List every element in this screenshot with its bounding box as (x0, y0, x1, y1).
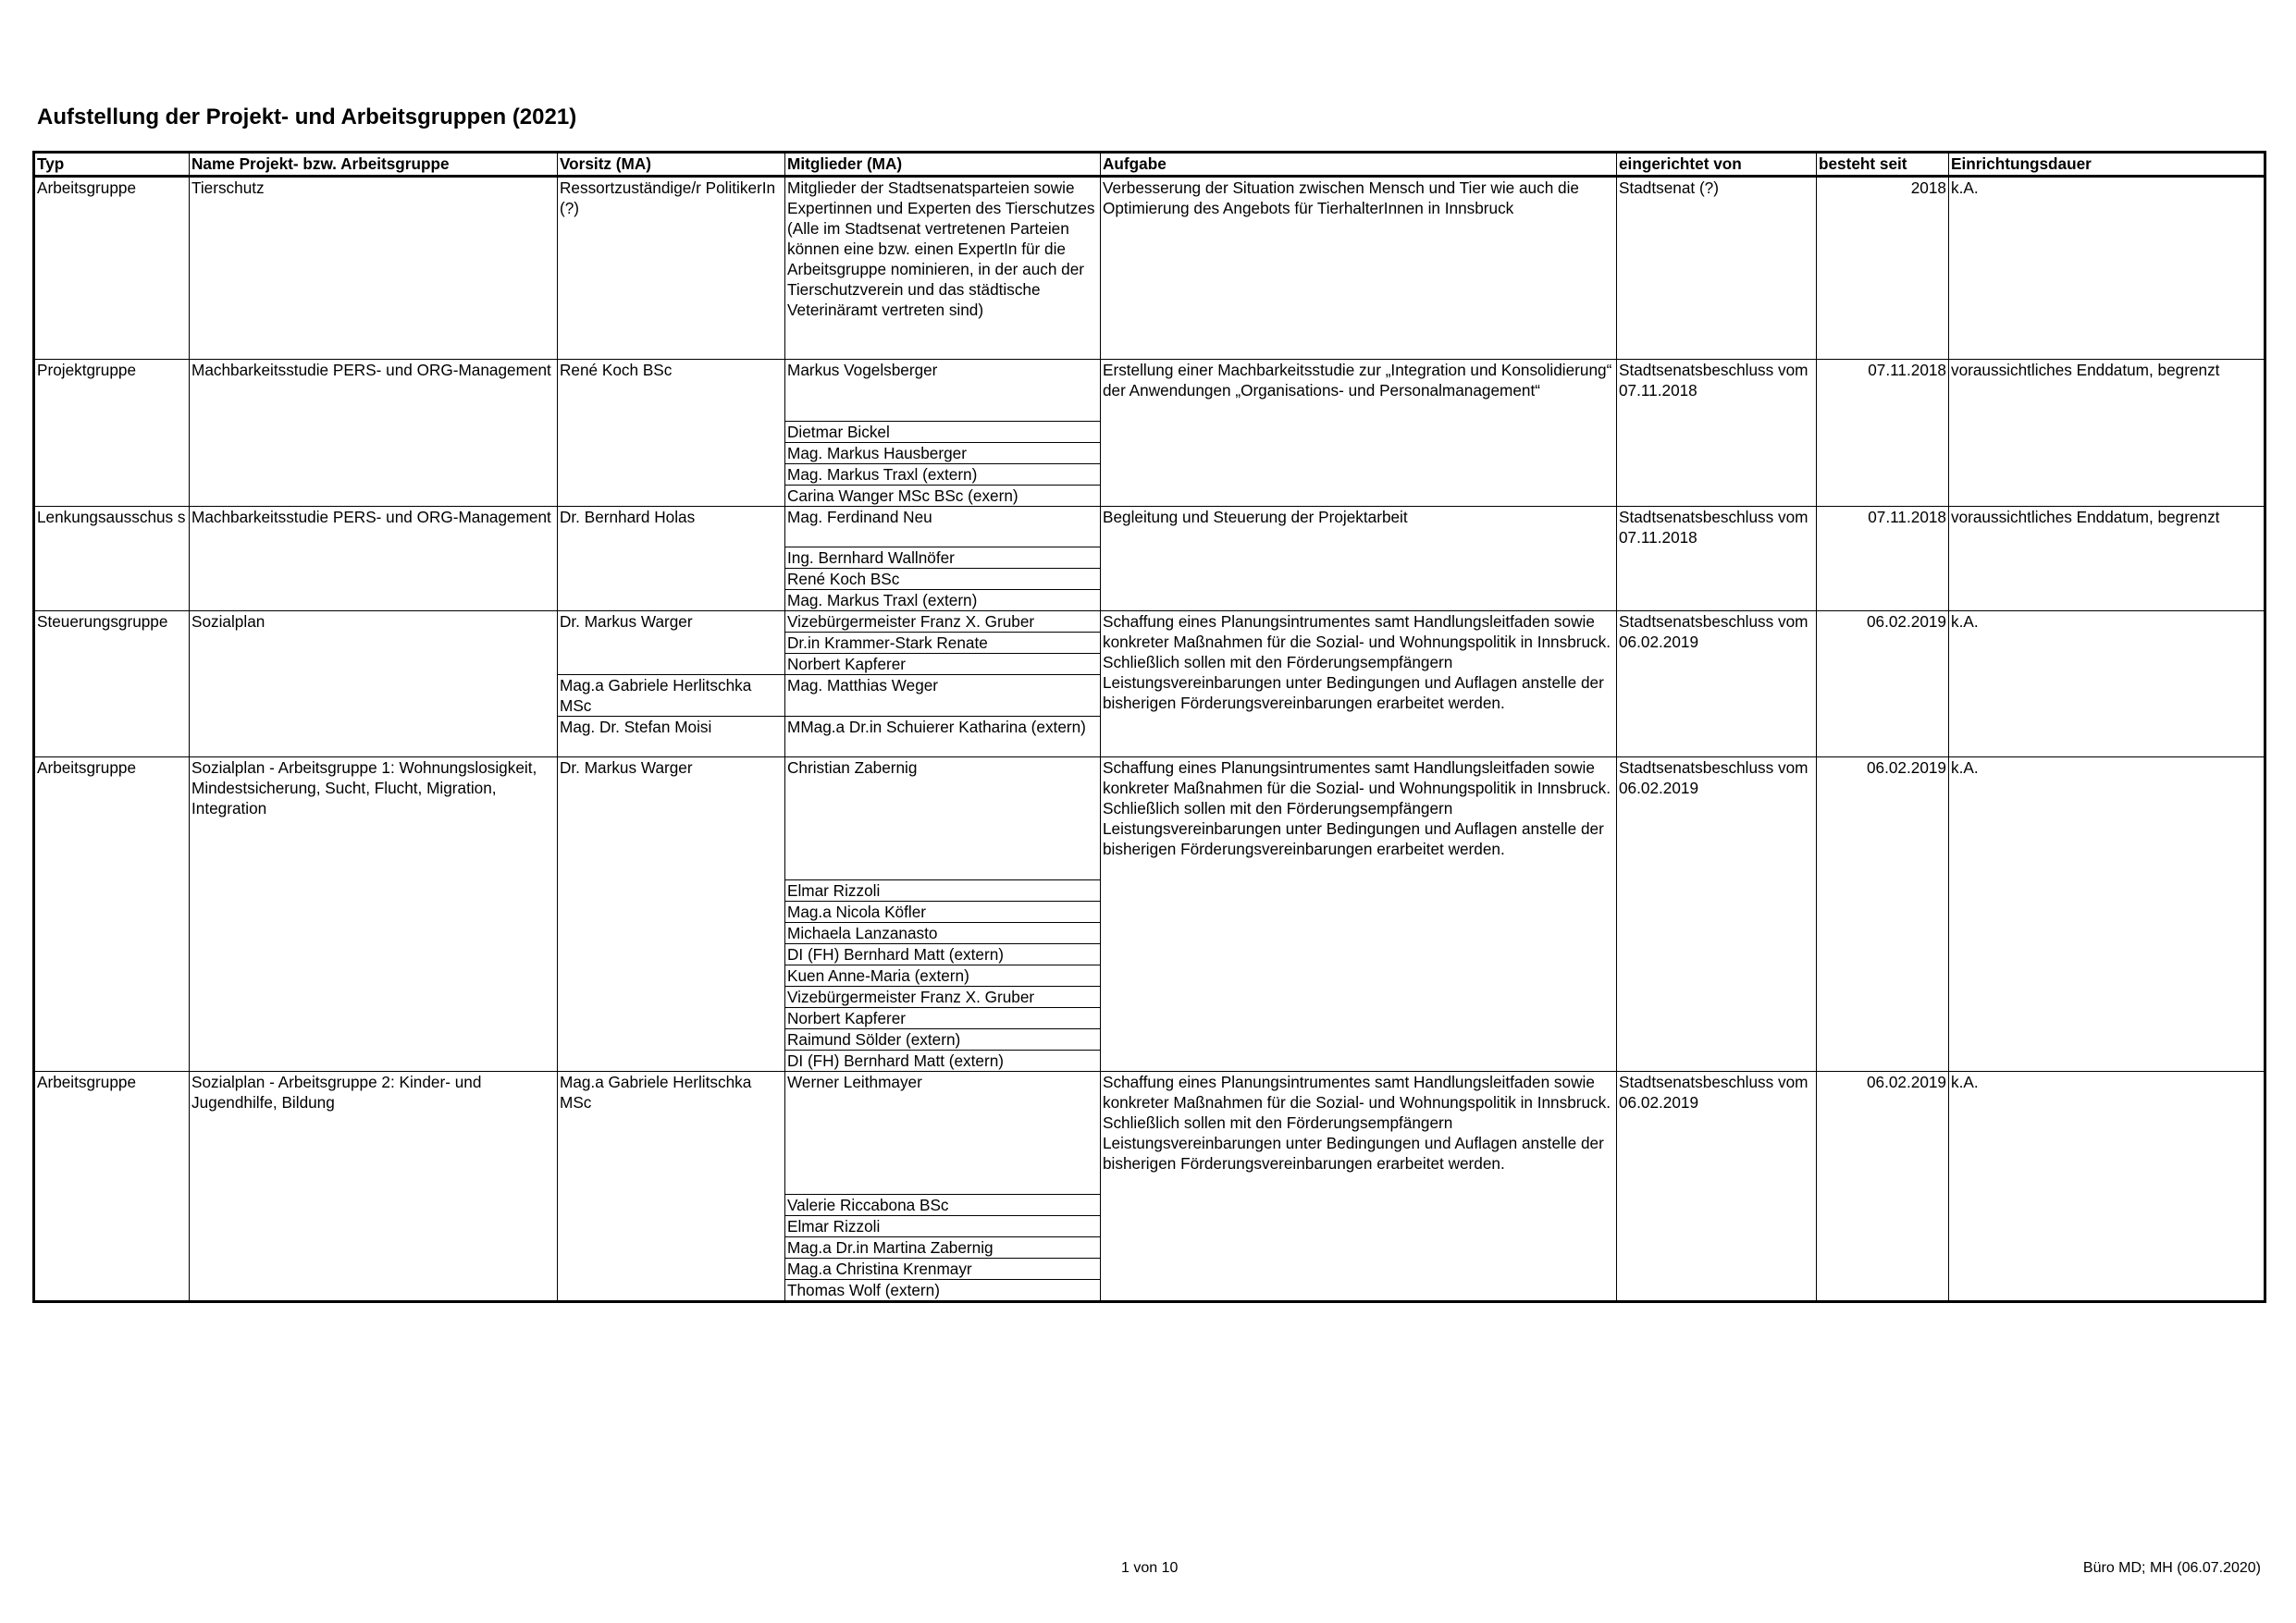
typ-cell: Projektgruppe (34, 360, 190, 507)
aufgabe-cell: Schaffung eines Planungsintrumentes samt Handlungsleitfaden sowie konkreter Maßnahmen für die Sozial- und Wohnungspolitik in Innsbruck. Schließlich sollen mit den Förderungsempfängern Leistungsvereinbarungen unter Bedingungen und Auflagen anstelle der bisherigen Förderungsvereinbarungen erarbeitet werden. (1101, 1072, 1617, 1302)
member-cell: Elmar Rizzoli (785, 1216, 1101, 1237)
member-cell: Vizebürgermeister Franz X. Gruber (785, 987, 1101, 1008)
eingerichtet-cell: Stadtsenatsbeschluss vom 06.02.2019 (1617, 1072, 1817, 1302)
seit-cell: 2018 (1817, 177, 1949, 360)
group-steuerungsgruppe (34, 611, 2265, 757)
eingerichtet-cell: Stadtsenatsbeschluss vom 06.02.2019 (1617, 611, 1817, 757)
typ-cell: Arbeitsgruppe (34, 1072, 190, 1302)
member-cell: Kuen Anne-Maria (extern) (785, 965, 1101, 987)
table-header-row (34, 153, 2265, 177)
eingerichtet-cell: Stadtsenatsbeschluss vom 06.02.2019 (1617, 757, 1817, 1072)
typ-cell: Arbeitsgruppe (34, 757, 190, 1072)
groups-table (32, 151, 2266, 1303)
aufgabe-cell: Verbesserung der Situation zwischen Mensch und Tier wie auch die Optimierung des Angebots für TierhalterInnen in Innsbruck (1101, 177, 1617, 360)
member-cell: Vizebürgermeister Franz X. Gruber (785, 611, 1101, 633)
seit-cell: 07.11.2018 (1817, 360, 1949, 507)
table-row (34, 507, 2265, 547)
member-cell: Carina Wanger MSc BSc (exern) (785, 486, 1101, 507)
vorsitz-cell: Dr. Markus Warger (558, 757, 785, 1072)
vorsitz-cell: René Koch BSc (558, 360, 785, 507)
page-title (37, 104, 576, 131)
header-vorsitz: Vorsitz (MA) (558, 153, 785, 177)
member-cell: DI (FH) Bernhard Matt (extern) (785, 944, 1101, 965)
header-name: Name Projekt- bzw. Arbeitsgruppe (190, 153, 558, 177)
seit-cell: 06.02.2019 (1817, 1072, 1949, 1302)
member-cell: René Koch BSc (785, 569, 1101, 590)
aufgabe-cell: Erstellung einer Machbarkeitsstudie zur „Integration und Konsolidierung“ der Anwendungen „Organisations- und Personalmanagement“ (1101, 360, 1617, 507)
member-cell: Werner Leithmayer (785, 1072, 1101, 1195)
group-projektgruppe (34, 360, 2265, 507)
vorsitz-cell: Dr. Markus Warger (558, 611, 785, 675)
dauer-cell: k.A. (1949, 611, 2265, 757)
vorsitz-cell: Ressortzuständige/r PolitikerIn (?) (558, 177, 785, 360)
aufgabe-cell: Begleitung und Steuerung der Projektarbeit (1101, 507, 1617, 611)
member-cell: Norbert Kapferer (785, 654, 1101, 675)
member-cell: Thomas Wolf (extern) (785, 1280, 1101, 1302)
typ-cell: Steuerungsgruppe (34, 611, 190, 757)
member-cell: DI (FH) Bernhard Matt (extern) (785, 1051, 1101, 1072)
title-text: Aufstellung der Projekt- und Arbeitsgruppen (37, 105, 507, 129)
member-cell: Elmar Rizzoli (785, 880, 1101, 902)
seit-cell: 06.02.2019 (1817, 757, 1949, 1072)
name-cell: Tierschutz (190, 177, 558, 360)
dauer-cell: k.A. (1949, 757, 2265, 1072)
header-seit: besteht seit (1817, 153, 1949, 177)
vorsitz-cell: Mag.a Gabriele Herlitschka MSc (558, 675, 785, 717)
group-arbeitsgruppe-2 (34, 1072, 2265, 1302)
member-cell: Mag. Ferdinand Neu (785, 507, 1101, 547)
header-dauer: Einrichtungsdauer (1949, 153, 2265, 177)
group-arbeitsgruppe-1 (34, 757, 2265, 1072)
vorsitz-cell: Mag. Dr. Stefan Moisi (558, 717, 785, 757)
member-cell: Mag. Markus Traxl (extern) (785, 590, 1101, 611)
eingerichtet-cell: Stadtsenat (?) (1617, 177, 1817, 360)
member-cell: Valerie Riccabona BSc (785, 1195, 1101, 1216)
member-cell: Ing. Bernhard Wallnöfer (785, 547, 1101, 569)
typ-cell: Arbeitsgruppe (34, 177, 190, 360)
group-tierschutz (34, 177, 2265, 360)
title-year: (2021) (512, 105, 577, 129)
name-cell: Sozialplan - Arbeitsgruppe 2: Kinder- und Jugendhilfe, Bildung (190, 1072, 558, 1302)
header-mitglieder: Mitglieder (MA) (785, 153, 1101, 177)
table-row (34, 177, 2265, 360)
dauer-cell: voraussichtliches Enddatum, begrenzt (1949, 507, 2265, 611)
member-cell: Mag. Markus Hausberger (785, 443, 1101, 464)
member-cell: Markus Vogelsberger (785, 360, 1101, 422)
typ-cell: Lenkungsausschus s (34, 507, 190, 611)
name-cell: Sozialplan - Arbeitsgruppe 1: Wohnungslosigkeit, Mindestsicherung, Sucht, Flucht, Migration, Integration (190, 757, 558, 1072)
member-cell: Mag. Matthias Weger (785, 675, 1101, 717)
name-cell: Machbarkeitsstudie PERS- und ORG-Management (190, 360, 558, 507)
office-note: Büro MD; MH (06.07.2020) (2082, 1560, 2261, 1576)
seit-cell: 06.02.2019 (1817, 611, 1949, 757)
table-row (34, 360, 2265, 422)
member-cell: Mag.a Dr.in Martina Zabernig (785, 1237, 1101, 1259)
seit-cell: 07.11.2018 (1817, 507, 1949, 611)
eingerichtet-cell: Stadtsenatsbeschluss vom 07.11.2018 (1617, 360, 1817, 507)
name-cell: Sozialplan (190, 611, 558, 757)
name-cell: Machbarkeitsstudie PERS- und ORG-Management (190, 507, 558, 611)
member-cell: Mag.a Nicola Köfler (785, 902, 1101, 923)
member-cell: Mag. Markus Traxl (extern) (785, 464, 1101, 486)
member-cell: MMag.a Dr.in Schuierer Katharina (extern) (785, 717, 1101, 757)
member-cell: Norbert Kapferer (785, 1008, 1101, 1029)
eingerichtet-cell: Stadtsenatsbeschluss vom 07.11.2018 (1617, 507, 1817, 611)
page-number: 1 von 10 (1121, 1560, 1179, 1576)
table-row (34, 611, 2265, 633)
member-cell: Christian Zabernig (785, 757, 1101, 880)
header-aufgabe: Aufgabe (1101, 153, 1617, 177)
member-cell: Michaela Lanzanasto (785, 923, 1101, 944)
table-row (34, 757, 2265, 880)
dauer-cell: k.A. (1949, 177, 2265, 360)
group-lenkungsausschuss (34, 507, 2265, 611)
member-cell: Raimund Sölder (extern) (785, 1029, 1101, 1051)
member-cell: Dr.in Krammer-Stark Renate (785, 633, 1101, 654)
dauer-cell: voraussichtliches Enddatum, begrenzt (1949, 360, 2265, 507)
aufgabe-cell: Schaffung eines Planungsintrumentes samt Handlungsleitfaden sowie konkreter Maßnahmen für die Sozial- und Wohnungspolitik in Innsbruck. Schließlich sollen mit den Förderungsempfängern Leistungsvereinbarungen unter Bedingungen und Auflagen anstelle der bisherigen Förderungsvereinbarungen erarbeitet werden. (1101, 611, 1617, 757)
dauer-cell: k.A. (1949, 1072, 2265, 1302)
header-typ: Typ (34, 153, 190, 177)
vorsitz-cell: Mag.a Gabriele Herlitschka MSc (558, 1072, 785, 1302)
header-eingerichtet: eingerichtet von (1617, 153, 1817, 177)
member-cell: Mitglieder der Stadtsenatsparteien sowie Expertinnen und Experten des Tierschutzes (Alle im Stadtsenat vertretenen Parteien können eine bzw. einen ExpertIn für die Arbeitsgruppe nominieren, in der auch der Tierschutzverein und das städtische Veterinäramt vertreten sind) (785, 177, 1101, 360)
member-cell: Dietmar Bickel (785, 422, 1101, 443)
aufgabe-cell: Schaffung eines Planungsintrumentes samt Handlungsleitfaden sowie konkreter Maßnahmen für die Sozial- und Wohnungspolitik in Innsbruck. Schließlich sollen mit den Förderungsempfängern Leistungsvereinbarungen unter Bedingungen und Auflagen anstelle der bisherigen Förderungsvereinbarungen erarbeitet werden. (1101, 757, 1617, 1072)
vorsitz-cell: Dr. Bernhard Holas (558, 507, 785, 611)
table-row (34, 1072, 2265, 1195)
member-cell: Mag.a Christina Krenmayr (785, 1259, 1101, 1280)
